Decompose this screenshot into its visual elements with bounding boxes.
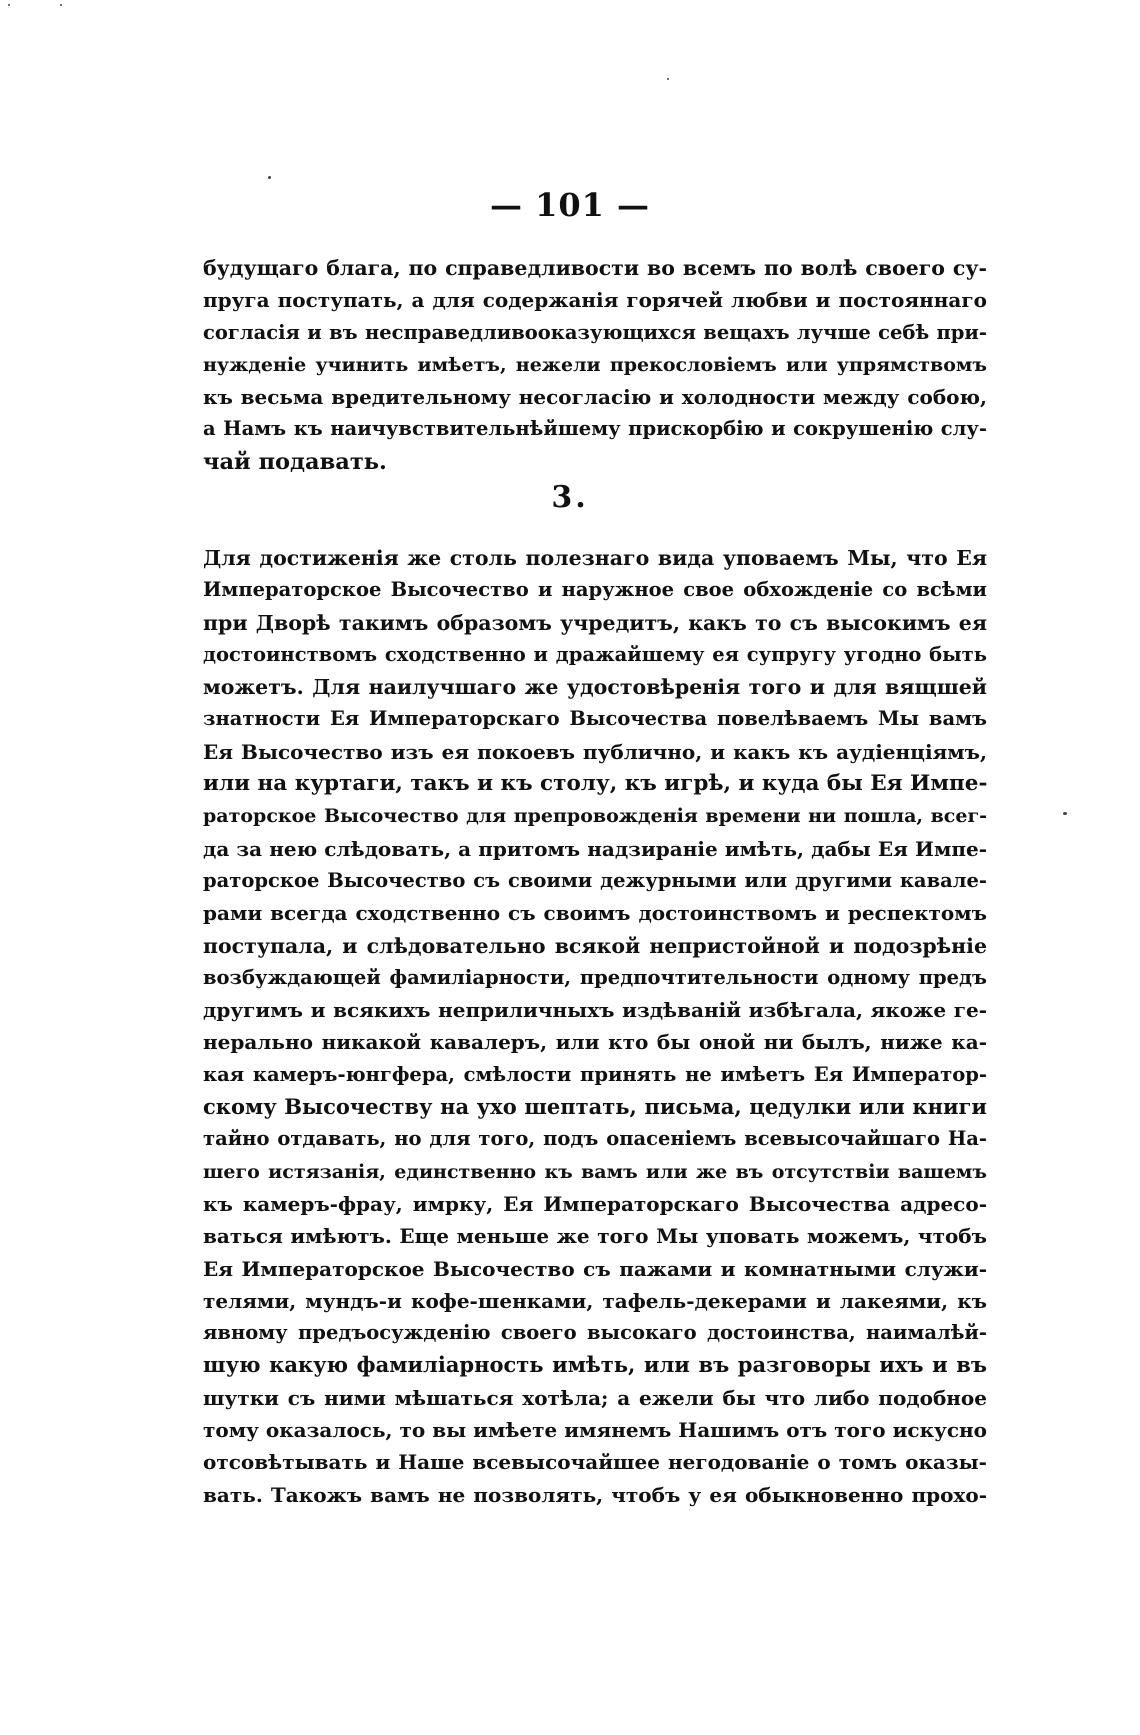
text-line: или на куртаги, такъ и къ столу, къ игрѣ, и куда бы Ея Импе- — [203, 771, 987, 797]
text-line: знатности Ея Императорскаго Высочества повелѣваемъ Мы вамъ — [203, 707, 987, 731]
text-line: явному предъосужденію своего высокаго достоинства, наималѣй- — [203, 1321, 987, 1345]
text-line: раторское Высочество для препровожденія времени ни пошла, всег- — [203, 805, 987, 828]
text-line: да за нею слѣдовать, а притомъ надзираніе имѣть, дабы Ея Импе- — [203, 836, 987, 861]
section-number: 3. — [551, 480, 589, 515]
scan-speck — [60, 4, 62, 6]
text-line: Для достиженія же столь полезнаго вида уповаемъ Мы, что Ея — [203, 546, 987, 570]
text-line: отсовѣтывать и Наше всевысочайшее негодованіе о томъ оказы- — [203, 1450, 987, 1475]
text-line: Императорское Высочество и наружное свое обхожденіе со всѣми — [203, 578, 987, 602]
text-line: другимъ и всякихъ неприличныхъ издѣваній избѣгала, якоже ге- — [203, 998, 987, 1023]
text-line: къ весьма вредительному несогласію и холодности между собою, — [203, 385, 987, 410]
scan-speck — [8, 4, 10, 6]
text-line: шутки съ ними мѣшаться хотѣла; а ежели бы что либо подобное — [203, 1385, 987, 1410]
text-line: можетъ. Для наилучшаго же удостовѣренія того и для вящшей — [203, 675, 987, 700]
text-line: скому Высочеству на ухо шептать, письма, цедулки или книги — [203, 1094, 987, 1120]
page-number: — 101 — — [489, 186, 651, 224]
text-line: тому оказалось, то вы имѣете имянемъ Нашимъ отъ того искусно — [203, 1418, 987, 1443]
paragraph-2 — [203, 542, 987, 1511]
scan-speck — [1063, 812, 1067, 815]
text-line: будущаго блага, по справедливости во всемъ по волѣ своего су- — [203, 256, 987, 280]
text-line: ваться имѣютъ. Еще меньше же того Мы уповать можемъ, чтобъ — [203, 1224, 987, 1249]
text-line: поступала, и слѣдовательно всякой непристойной и подозрѣніе — [203, 933, 987, 958]
text-line: возбуждающей фамиліарности, предпочтительности одному предъ — [203, 965, 987, 989]
paragraph-1 — [203, 252, 987, 478]
text-line: чай подавать. — [203, 448, 387, 475]
text-line: раторское Высочество съ своими дежурными или другими кавале- — [203, 868, 987, 892]
text-line: пруга поступать, а для содержанія горячей любви и постояннаго — [203, 288, 987, 313]
text-line: шего истязанія, единственно къ вамъ или же въ отсутствіи вашемъ — [203, 1160, 987, 1183]
text-line: при Дворѣ такимъ образомъ учредитъ, какъ то съ высокимъ ея — [203, 610, 987, 635]
text-line: Ея Императорское Высочество съ пажами и комнатными служи- — [203, 1256, 987, 1281]
text-line: тайно отдавать, но для того, подъ опасеніемъ всевысочайшаго На- — [203, 1127, 987, 1151]
text-line: къ камеръ-фрау, имрку, Ея Императорскаго Высочества адресо- — [203, 1191, 987, 1216]
text-line: согласія и въ несправедливооказующихся вещахъ лучше себѣ при- — [203, 320, 987, 344]
text-line: нужденіе учинить имѣетъ, нежели прекословіемъ или упрямствомъ — [203, 353, 987, 376]
text-line: кая камеръ-юнгфера, смѣлости принять не имѣетъ Ея Император- — [203, 1062, 987, 1086]
text-line: телями, мундъ-и кофе-шенками, тафель-декерами и лакеями, къ — [203, 1288, 987, 1313]
text-line: рами всегда сходственно съ своимъ достоинствомъ и респектомъ — [203, 901, 987, 926]
text-line: нерально никакой кавалеръ, или кто бы оной ни былъ, ниже ка- — [203, 1030, 987, 1055]
text-line: Ея Высочество изъ ея покоевъ публично, и какъ къ аудіенціямъ, — [203, 739, 987, 764]
text-line: шую какую фамиліарность имѣть, или въ разговоры ихъ и въ — [203, 1352, 987, 1378]
text-line: вать. Такожъ вамъ не позволять, чтобъ у ея обыкновенно прохо- — [203, 1482, 987, 1507]
text-line: достоинствомъ сходственно и дражайшему ея супругу угодно быть — [203, 642, 987, 666]
scan-speck — [667, 78, 669, 80]
scan-speck — [268, 176, 271, 179]
text-line: а Намъ къ наичувствительнѣйшему прискорбію и сокрушенію слу- — [203, 417, 987, 441]
